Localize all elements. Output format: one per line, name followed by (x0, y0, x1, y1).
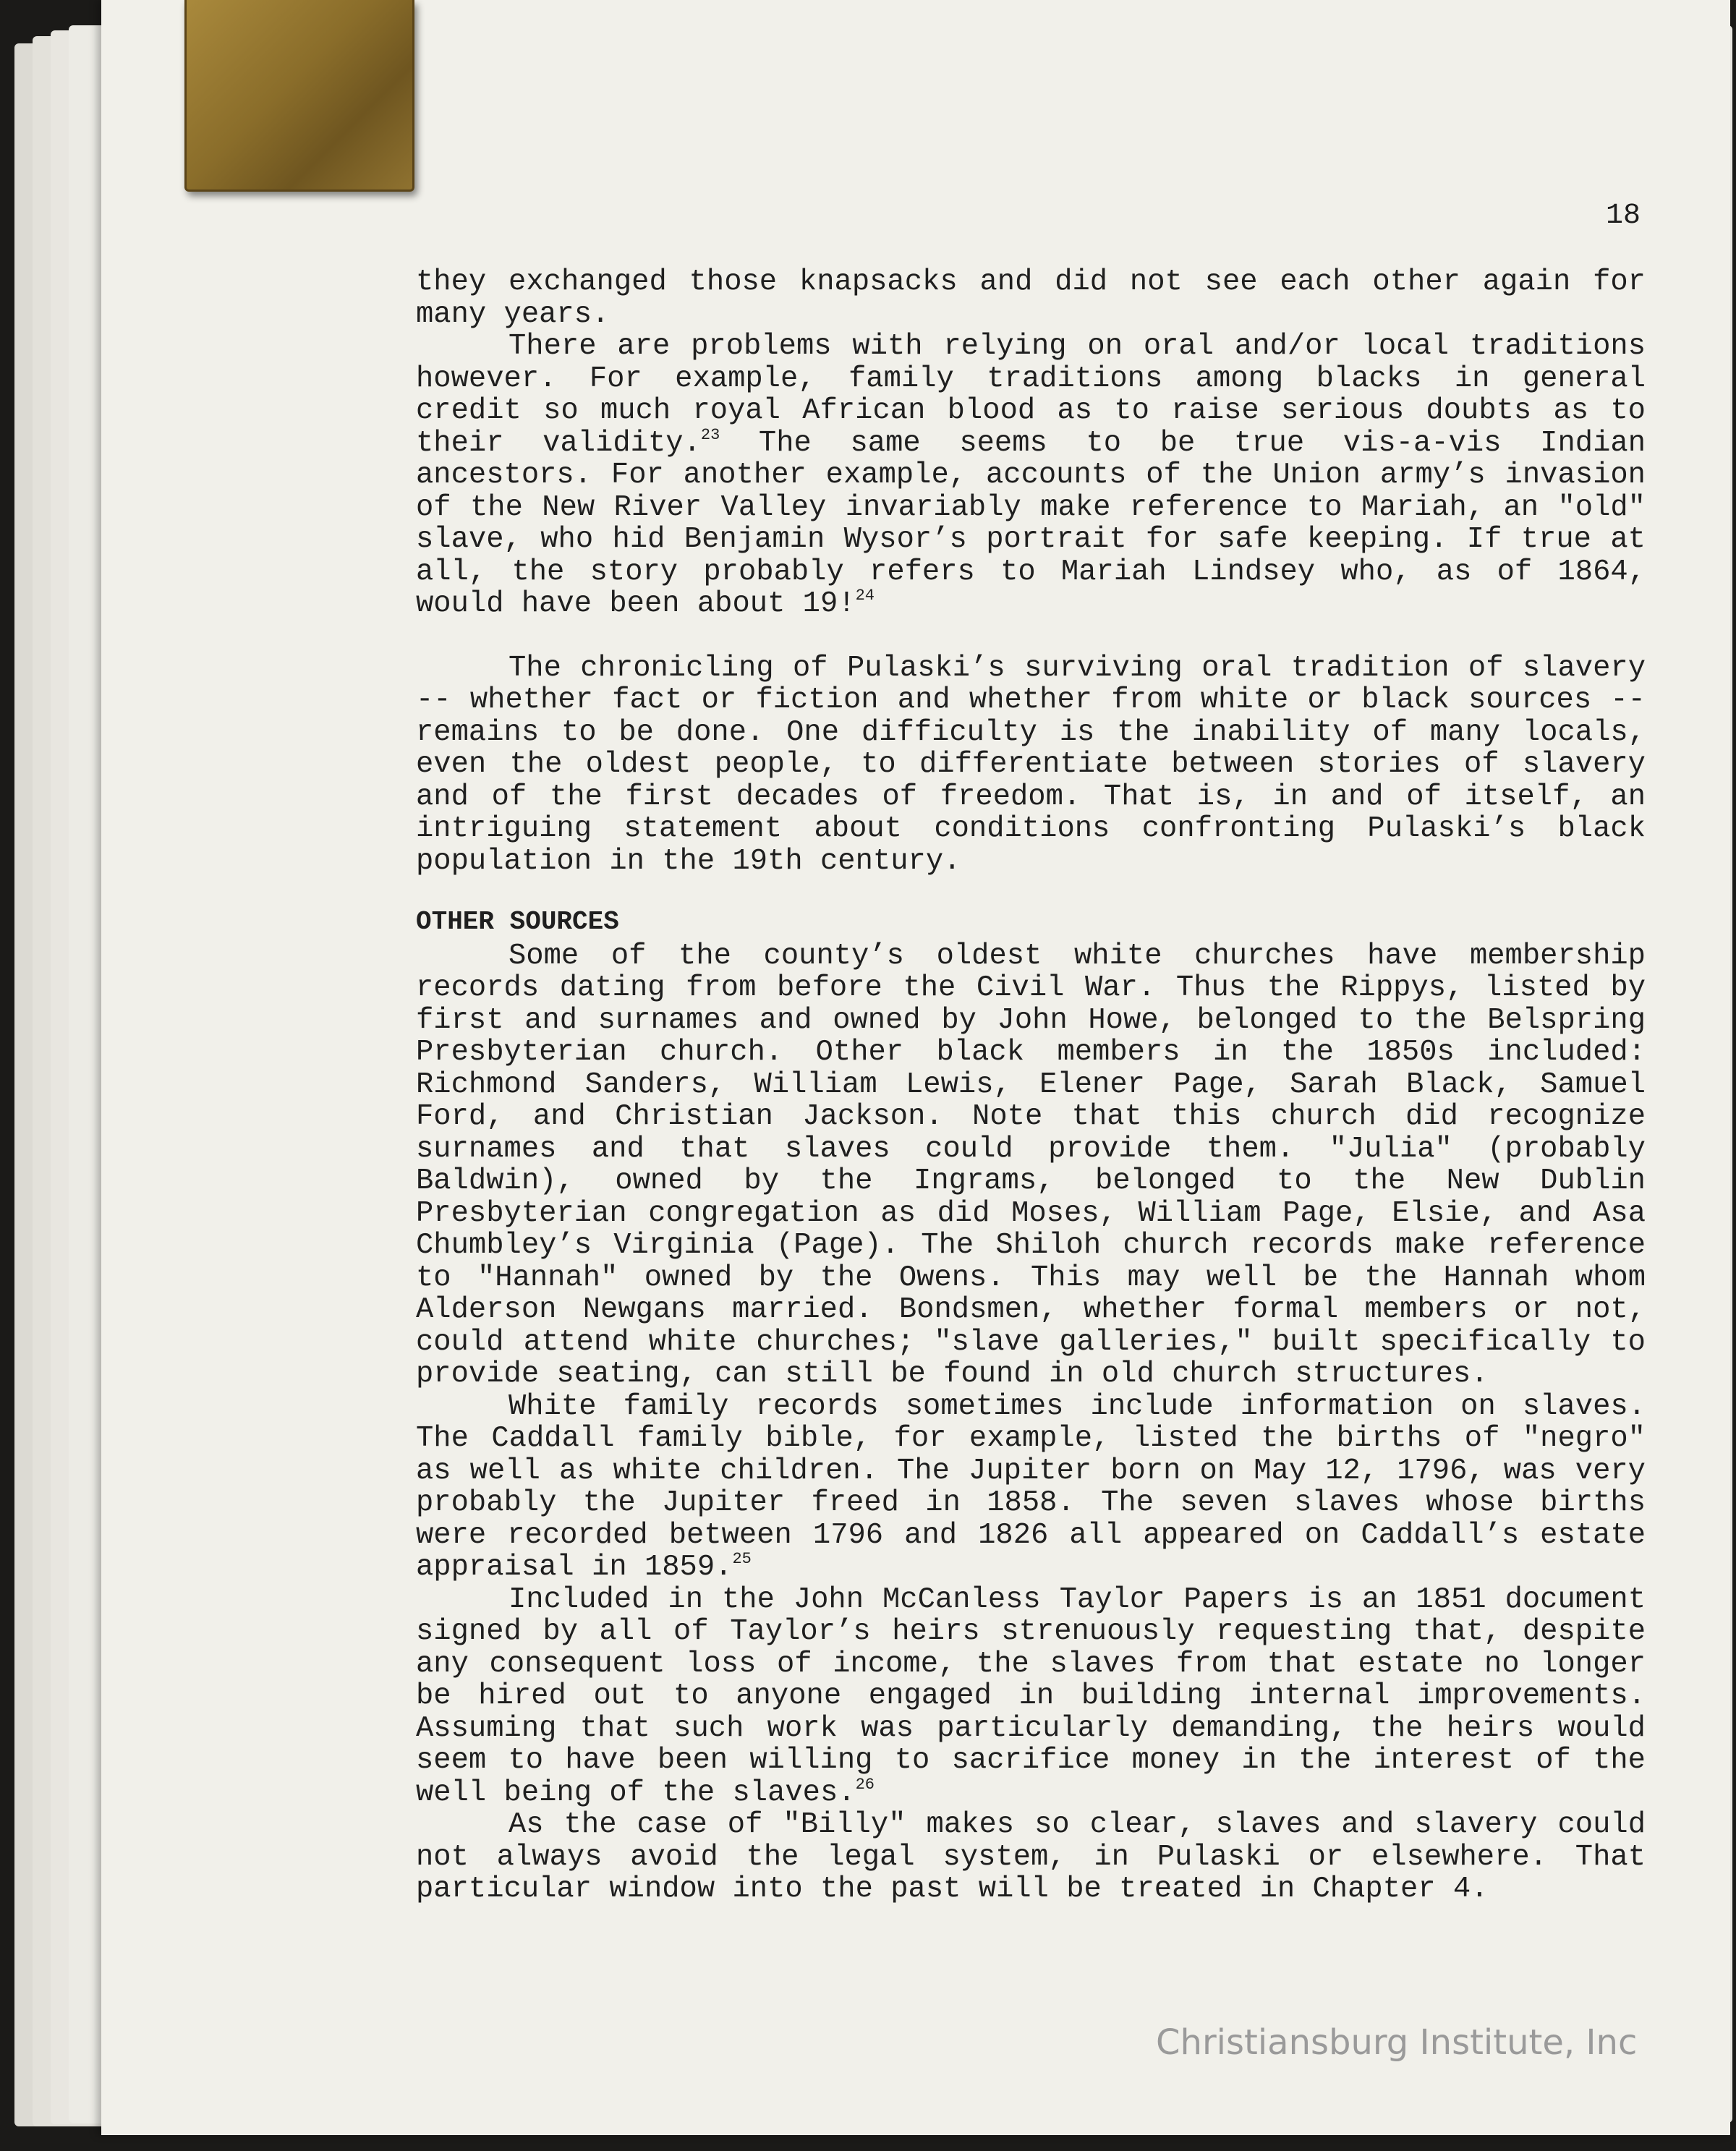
watermark-text: Christiansburg Institute, Inc (1156, 2022, 1638, 2063)
footnote-marker: 23 (700, 425, 720, 444)
footnote-marker: 26 (855, 1775, 875, 1794)
paragraph-continuation: they exchanged those knapsacks and did not see each other again for many years. (416, 265, 1646, 331)
paragraph-billy: As the case of "Billy" makes so clear, slaves and slavery could not always avoid the legal system, in Pulaski or elsewhere. That particular window into the past will be treated in Chapter 4. (416, 1808, 1646, 1906)
footnote-marker: 25 (732, 1550, 752, 1568)
paragraph-taylor-papers: Included in the John McCanless Taylor Papers is an 1851 document signed by all of Taylor’s heirs strenuously requesting that, despite any consequent loss of income, the slaves from that estate no longer be hired out to anyone engaged in building internal improvements. Assuming that such work was particularly demanding, the heirs would seem to have been willing to sacrifice money in the interest of the well being of the slaves.$^{26}$ (416, 1583, 1646, 1810)
paragraph-chronicling: The chronicling of Pulaski’s surviving oral tradition of slavery -- whether fact or fiction and whether from white or black sources -- remains to be done. One difficulty is the inability of many locals, even the oldest people, to differentiate between stories of slavery and of the first decades of freedom. That is, in and of itself, an intriguing statement about conditions confronting Pulaski’s black population in the 19th century. (416, 651, 1646, 878)
footnote-marker: 24 (855, 587, 875, 605)
paragraph-oral-traditions: There are problems with relying on oral and/or local traditions however. For example, family traditions among blacks in general credit so much royal African blood as to raise serious doubts as to their validity.$^{23}$ The same seems to be true vis-a-vis Indian ancestors. For another example, accounts of the Union army’s invasion of the New River Valley invariably make reference to Mariah, an "old" slave, who hid Benjamin Wysor’s portrait for safe keeping. If true at all, the story probably refers to Mariah Lindsey who, as of 1864, would have been about 19!$^{24}$ (416, 330, 1646, 621)
binder-clip (184, 0, 414, 192)
section-heading: OTHER SOURCES (416, 907, 619, 937)
page-number: 18 (1606, 200, 1641, 232)
paragraph-churches: Some of the county’s oldest white churches have membership records dating from before the Civil War. Thus the Rippys, listed by first and surnames and owned by John Howe, belonged to the Belspring Presbyterian church. Other black members in the 1850s included: Richmond Sanders, William Lewis, Elener Page, Sarah Black, Samuel Ford, and Christian Jackson. Note that this church did recognize surnames and that slaves could provide them. "Julia" (probably Baldwin), owned by the Ingrams, belonged to the New Dublin Presbyterian congregation as did Moses, William Page, Elsie, and Asa Chumbley’s Virginia (Page). The Shiloh church records make reference to "Hannah" owned by the Owens. This may well be the Hannah whom Alderson Newgans married. Bondsmen, whether formal members or not, could attend white churches; "slave galleries," built specifically to provide seating, can still be found in old church structures. (416, 939, 1646, 1391)
body-text (416, 266, 1646, 1906)
paragraph-family-records: White family records sometimes include information on slaves. The Caddall family bible, for example, listed the births of "negro" as well as white children. The Jupiter born on May 12, 1796, was very probably the Jupiter freed in 1858. The seven slaves whose births were recorded between 1796 and 1826 all appeared on Caddall’s estate appraisal in 1859.25 (416, 1389, 1646, 1584)
